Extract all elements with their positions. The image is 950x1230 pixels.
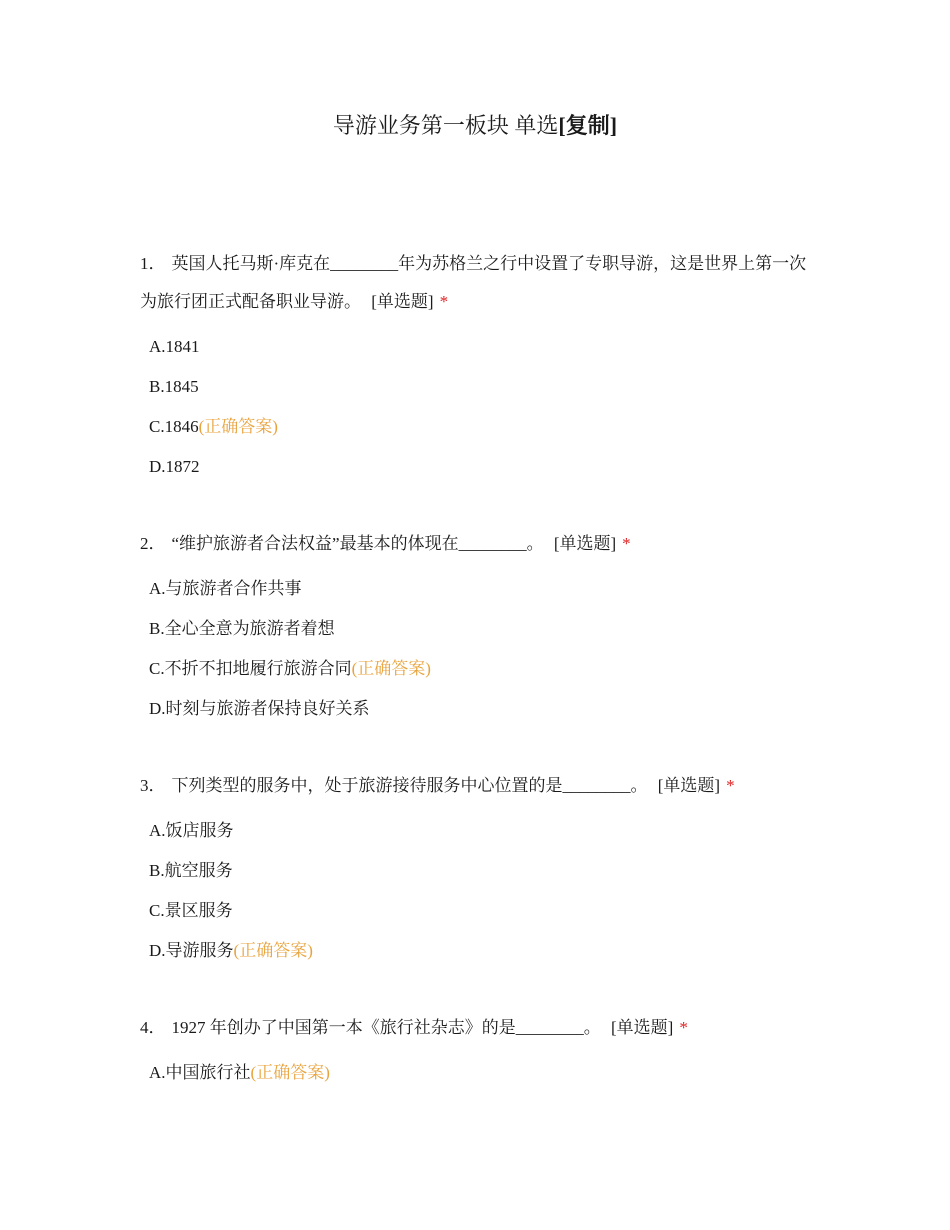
- option-c: [149, 649, 820, 689]
- question-text: 英国人托马斯·库克在________年为苏格兰之行中设置了专职导游，这是世界上第一次为旅行团正式配备职业导游。: [140, 254, 807, 311]
- option-text: A.中国旅行社: [149, 1063, 251, 1082]
- correct-answer-tag: (正确答案): [233, 941, 313, 960]
- option-d: [149, 447, 820, 487]
- option-list: [140, 1053, 820, 1093]
- option-text: D.1872: [149, 457, 200, 476]
- question-stem: [140, 245, 820, 321]
- option-d: [149, 689, 820, 729]
- question-number: 2．: [140, 534, 166, 553]
- question-type-label: [单选题]: [553, 534, 617, 553]
- option-list: [140, 811, 820, 971]
- question-text: 1927 年创办了中国第一本《旅行社杂志》的是________。: [171, 1018, 601, 1037]
- option-text: D.导游服务: [149, 941, 234, 960]
- required-marker: *: [679, 1018, 688, 1037]
- question-text: “维护旅游者合法权益”最基本的体现在________。: [171, 534, 544, 553]
- option-text: B.航空服务: [149, 861, 233, 880]
- title-main: 导游业务第一板块 单选: [332, 113, 559, 138]
- option-c: [149, 891, 820, 931]
- question-number: 3．: [140, 776, 166, 795]
- option-list: [140, 327, 820, 487]
- option-text: D.时刻与旅游者保持良好关系: [149, 699, 370, 718]
- question-4: [140, 1009, 820, 1093]
- option-a: [149, 569, 820, 609]
- correct-answer-tag: (正确答案): [198, 417, 278, 436]
- option-a: [149, 811, 820, 851]
- question-1: [140, 245, 820, 487]
- correct-answer-tag: (正确答案): [250, 1063, 330, 1082]
- question-type-label: [单选题]: [611, 1018, 674, 1037]
- option-d: [149, 931, 820, 971]
- option-text: A.与旅游者合作共事: [149, 579, 302, 598]
- title-suffix: [复制]: [558, 113, 618, 138]
- option-list: [140, 569, 820, 729]
- required-marker: *: [726, 776, 735, 795]
- question-number: 4．: [140, 1018, 166, 1037]
- question-text: 下列类型的服务中，处于旅游接待服务中心位置的是________。: [171, 776, 648, 795]
- question-stem: [140, 1009, 820, 1047]
- option-b: [149, 851, 820, 891]
- option-text: C.1846: [149, 417, 199, 436]
- question-2: [140, 525, 820, 729]
- correct-answer-tag: (正确答案): [351, 659, 431, 678]
- option-c: [149, 407, 820, 447]
- required-marker: *: [622, 534, 631, 553]
- required-marker: *: [439, 292, 449, 311]
- question-3: [140, 767, 820, 971]
- option-text: C.景区服务: [149, 901, 233, 920]
- option-text: A.1841: [149, 337, 200, 356]
- option-b: [149, 609, 820, 649]
- option-text: A.饭店服务: [149, 821, 234, 840]
- option-text: C.不折不扣地履行旅游合同: [149, 659, 352, 678]
- question-stem: [140, 525, 820, 563]
- question-number: 1．: [140, 254, 166, 273]
- option-text: B.全心全意为旅游者着想: [149, 619, 335, 638]
- question-stem: [140, 767, 820, 805]
- option-a: [149, 1053, 820, 1093]
- page-title: [0, 110, 950, 142]
- question-type-label: [单选题]: [657, 776, 721, 795]
- option-b: [149, 367, 820, 407]
- option-a: [149, 327, 820, 367]
- question-type-label: [单选题]: [371, 292, 434, 311]
- option-text: B.1845: [149, 377, 199, 396]
